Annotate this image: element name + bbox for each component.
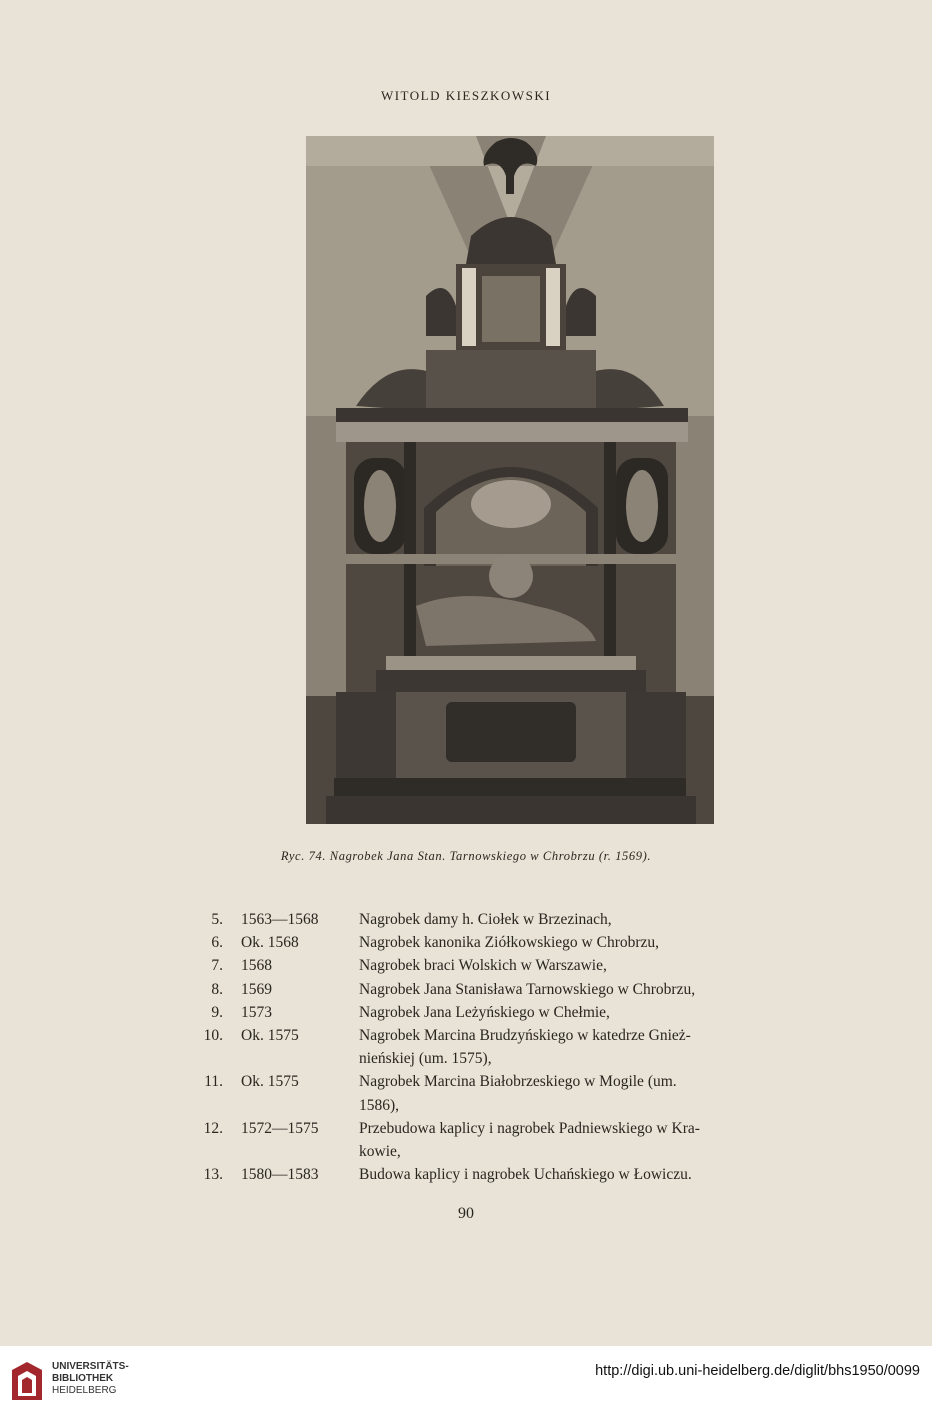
tomb-photograph — [306, 136, 714, 824]
item-number: 5. — [211, 911, 223, 928]
permalink-url[interactable]: http://digi.ub.uni-heidelberg.de/diglit/bhs1950/0099 — [595, 1363, 920, 1379]
item-number: 9. — [211, 1003, 223, 1021]
library-name-line: UNIVERSITÄTS- — [52, 1361, 129, 1372]
viewer-footer — [0, 1346, 932, 1416]
item-date: 1573 — [241, 1003, 272, 1021]
item-number: 13. — [203, 1166, 223, 1184]
item-number: 10. — [203, 1027, 223, 1045]
item-text: Przebudowa kaplicy i nagrobek Padniewskiego w Kra- — [359, 1119, 700, 1137]
item-text: Nagrobek Jana Stanisława Tarnowskiego w Chrobrzu, — [359, 980, 696, 998]
list-item — [196, 1070, 826, 1093]
list-item — [196, 1163, 826, 1186]
item-date: 1580—1583 — [241, 1166, 319, 1184]
item-date: Ok. 1575 — [241, 1073, 299, 1091]
item-date: 1568 — [241, 957, 272, 975]
list-item — [196, 978, 826, 1001]
figure-caption: Ryc. 74. Nagrobek Jana Stan. Tarnowskiego w Chrobrzu (r. 1569). — [280, 849, 652, 863]
page-number: 90 — [458, 1205, 474, 1222]
library-name-line: HEIDELBERG — [52, 1385, 117, 1396]
item-number: 7. — [211, 957, 223, 975]
list-item — [196, 908, 826, 931]
item-number: 11. — [204, 1073, 223, 1091]
list-item — [196, 1001, 826, 1024]
item-text-continuation: nieńskiej (um. 1575), — [359, 1050, 492, 1068]
list-item — [196, 954, 826, 977]
list-item — [196, 931, 826, 954]
running-header: WITOLD KIESZKOWSKI — [380, 88, 552, 103]
tomb-monument-illustration — [306, 136, 714, 824]
item-text: Nagrobek damy h. Ciołek w Brzezinach, — [359, 911, 612, 928]
item-text: Budowa kaplicy i nagrobek Uchańskiego w Łowiczu. — [359, 1166, 692, 1184]
item-text-continuation: 1586), — [359, 1096, 400, 1114]
list-item — [196, 1117, 826, 1140]
item-text-continuation: kowie, — [359, 1143, 401, 1161]
item-date: Ok. 1575 — [241, 1027, 299, 1045]
chronology-list — [196, 908, 826, 1186]
list-item — [196, 1024, 826, 1047]
item-date: Ok. 1568 — [241, 934, 299, 952]
library-name-line: BIBLIOTHEK — [52, 1373, 114, 1384]
item-text: Nagrobek kanonika Ziółkowskiego w Chrobrzu, — [359, 934, 660, 952]
library-logo-icon — [10, 1360, 44, 1402]
item-text: Nagrobek braci Wolskich w Warszawie, — [359, 957, 607, 975]
item-text: Nagrobek Marcina Białobrzeskiego w Mogile (um. — [359, 1073, 677, 1091]
item-number: 12. — [203, 1119, 223, 1137]
item-date: 1572—1575 — [241, 1119, 319, 1137]
item-text: Nagrobek Marcina Brudzyńskiego w katedrze Gnież- — [359, 1027, 691, 1045]
item-text: Nagrobek Jana Leżyńskiego w Chełmie, — [359, 1003, 610, 1021]
item-number: 6. — [211, 934, 223, 952]
library-name — [52, 1361, 129, 1397]
item-date: 1563—1568 — [241, 911, 319, 928]
item-number: 8. — [211, 980, 223, 998]
item-date: 1569 — [241, 980, 272, 998]
